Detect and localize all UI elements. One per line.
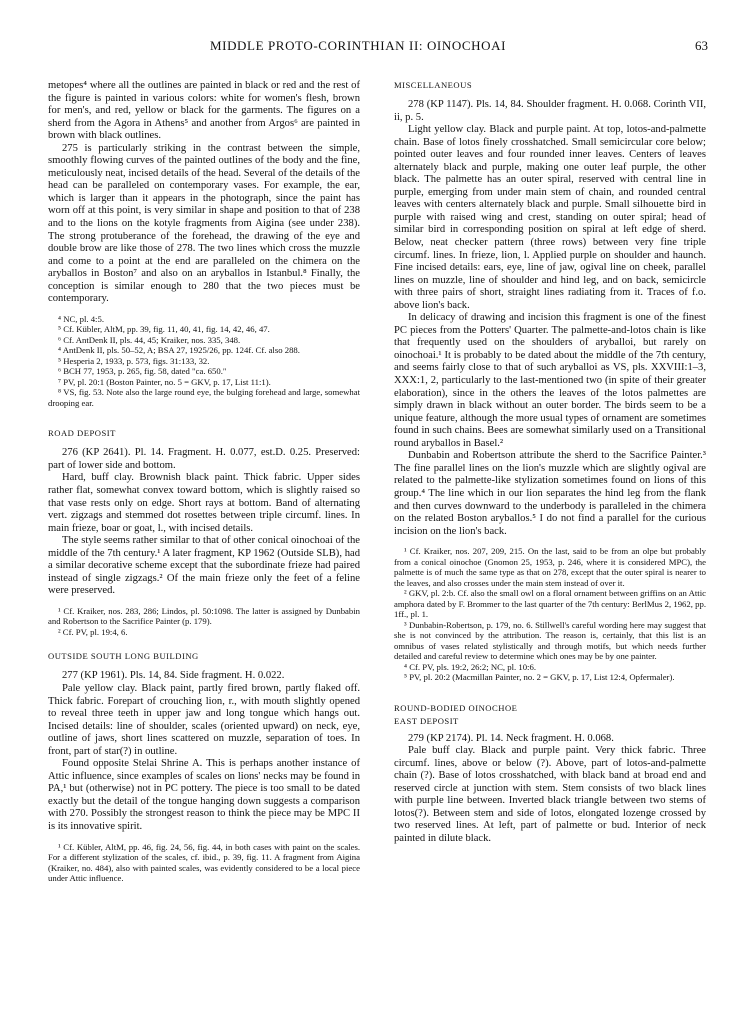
entry-277-discussion: Found opposite Stelai Shrine A. This is perhaps another instance of Attic influence, since examples of scales on lions' necks may be found in PA,¹ but (otherwise) not in PC pottery. The piece is too small to be dated exactly but the detail of the tongue hanging down suggests a comparison with 270. Possibly the strongest reason to think the piece may be MPC II is its innovative spirit.	[48, 758, 360, 832]
footnotes-276	[48, 606, 360, 638]
footnote: ⁸ VS, fig. 53. Note also the large round eye, the bulging forehead and large, somewhat drooping ear.	[48, 387, 360, 408]
entry-278-discussion: In delicacy of drawing and incision this fragment is one of the finest PC pieces from the Potters' Quarter. The palmette-and-lotos chain is like that frequently used on the shoulders of aryballoi, but rarely on oinochoai.¹ It is probably to be dated about the middle of the 7th century, and seems fairly close to that of such aryballoi as VS, pls. XXVIII:1–3, XXX:1, 2, particularly to the last-mentioned two (in spite of their greater elaboration), since in the others the leaves of the lotos palmettes are simply drawn in black without an outer border. The birds seem to be a unique feature, although the more usual types of ornament are sometimes found in such chains. Bees are somewhat similarly used on a Transitional round aryballos in Basel.²	[394, 312, 706, 449]
footnote: ⁴ Cf. PV, pls. 19:2, 26:2; NC, pl. 10:6.	[404, 661, 536, 672]
subheading-east-deposit: EAST DEPOSIT	[394, 715, 459, 726]
footnotes-278	[394, 546, 706, 683]
section-heading-round-bodied-oinochoe: ROUND-BODIED OINOCHOE	[394, 702, 518, 713]
footnote: ⁵ PV, pl. 20:2 (Macmillan Painter, no. 2 = GKV, p. 17, List 12:4, Opfermaler).	[404, 672, 675, 683]
footnotes-275	[48, 314, 360, 409]
footnote: ⁴ NC, pl. 4:5.	[58, 313, 104, 324]
footnotes-277	[48, 842, 360, 884]
entry-279-heading: 279 (KP 2174). Pl. 14. Neck fragment. H. 0.068.	[408, 732, 614, 744]
entry-277-heading: 277 (KP 1961). Pls. 14, 84. Side fragment. H. 0.022.	[62, 670, 285, 682]
footnote: ¹ Cf. Kraiker, nos. 207, 209, 215. On the last, said to be from an olpe but probably from a conical oinochoe (Gnomon 25, 1953, p. 246, where it is considered MPC), the palmette is of much the same type as that on 278, except that the outer spiral is nearer to the leaves, and also crosses under the main stem instead of over it.	[394, 546, 706, 588]
entry-278-heading: 278 (KP 1147). Pls. 14, 84. Shoulder fragment. H. 0.068. Corinth VII, ii, p. 5.	[394, 99, 706, 123]
entry-276-discussion: The style seems rather similar to that of other conical oinochoai of the middle of the 7th century.¹ A later fragment, KP 1962 (Outside SLB), had a similar decorative scheme except that the subordinate frieze had paired instead of single zigzags.² Of the main frieze only the feet of a feline were preserved.	[48, 535, 360, 597]
entry-277-description: Pale yellow clay. Black paint, partly fired brown, partly flaked off. Thick fabric. Forepart of crouching lion, r., with mouth slightly opened to reveal three teeth in upper jaw and long tongue which hangs out. Incised details: line of shoulder, scales (oriented upward) on neck, eye, outline of jaws, short lines scattered on muzzle, separation of toes. In front, part of star(?) in outline.	[48, 682, 360, 757]
footnote: ² Cf. PV, pl. 19:4, 6.	[58, 626, 128, 637]
footnote: ⁶ BCH 77, 1953, p. 265, fig. 58, dated "ca. 650."	[58, 366, 227, 377]
footnote: ¹ Cf. Kübler, AltM, pp. 46, fig. 24, 56, fig. 44, in both cases with paint on the scales. For a different stylization of the scales, cf. ibid., p. 39, fig. 11. A fragment from Aigina (Kraiker, no. 484), also with painted scales, was evidently considered to be a local piece under Attic influence.	[48, 841, 360, 884]
entry-278-description: Light yellow clay. Black and purple paint. At top, lotos-and-palmette chain. Base of lotos finely crosshatched. Small semicircular core below; pointed outer leaves and four rounded inner leaves. Centers of leaves alternately black and purple, making one outer leaf purple, the other black. The palmette has an outer spiral, reserved with central line in purple, emerging from under main stem of chain, and rounded central leaves with centers alternately black and purple. Small silhouette bird in purple with raised wing and crest, standing on outer spiral; head of similar bird in corresponding position on spiral at left edge of sherd. Below, neat checker pattern (three rows) between very fine triple circumf. lines. In frieze, lion, l. Applied purple on shoulder and haunch. Fine incised details: ears, eye, line of jaw, ogival line on cheek, parallel lines on muzzle, line of shoulder and hind leg, and on back, semicircle with three pairs of short, straight lines radiating from it. Traces of f.o. above lion's back.	[394, 124, 706, 311]
entry-276-heading: 276 (KP 2641). Pl. 14. Fragment. H. 0.077, est.D. 0.25. Preserved: part of lower side and bottom.	[48, 447, 360, 471]
footnote: ³ Dunbabin-Robertson, p. 179, no. 6. Stillwell's careful wording here may suggest that she is not convinced by the attribution. The reason is, certainly, that this list is an omnibus of vases related stylistically and through motifs, but which needs further detailed and careful review to determine which ones may be by one painter.	[394, 619, 706, 662]
right-column	[394, 80, 706, 846]
left-column	[48, 80, 360, 884]
section-heading-road-deposit: ROAD DEPOSIT	[48, 428, 116, 439]
footnote: ² GKV, pl. 2:b. Cf. also the small owl on a floral ornament between griffins on an Attic amphora dated by F. Brommer to the last quarter of the 7th century: BerlMus 2, 1962, pp. 1ff., pl. 1.	[394, 588, 706, 620]
footnote: ⁶ Cf. AntDenk II, pls. 44, 45; Kraiker, nos. 335, 348.	[58, 334, 241, 345]
page-number: 63	[695, 38, 708, 53]
page-header	[48, 38, 708, 58]
paragraph-275: 275 is particularly striking in the contrast between the simple, smoothly flowing curves of the painted outlines of the body and the fine, meticulously neat, incised details of the head. Several of the details of the head can be paralleled on contemporary vases. For example, the ear, which is larger than it appears in the photograph, since the paint has worn off at this point, is very similar in shape and position to that of 238 and to the lions on the kotyle fragments from Aigina (see under 238). The strong protuberance of the forehead, the drawing of the eye and double brow are like those of 278. The two lines which cross the muzzle and come to a point at the end are paralleled on the chimera on the aryballos in Boston⁷ and also on an aryballos in Istanbul.⁸ Finally, the conception is similar enough to 280 that the two pieces must be contemporary.	[48, 142, 360, 305]
paragraph: metopes⁴ where all the outlines are painted in black or red and the rest of the figure is painted in various colors: white for women's flesh, brown for men's, and red, yellow or black for the garments. The figures on a sherd from the Agora in Athens⁵ and another from Argos⁶ are painted in brown with black outlines.	[48, 80, 360, 142]
section-heading-miscellaneous: MISCELLANEOUS	[394, 80, 473, 90]
section-heading-outside-slb: OUTSIDE SOUTH LONG BUILDING	[48, 651, 199, 662]
footnote: ⁵ Hesperia 2, 1933, p. 573, figs. 31:133, 32.	[58, 355, 210, 366]
footnote: ¹ Cf. Kraiker, nos. 283, 286; Lindos, pl. 50:1098. The latter is assigned by Dunbabin and Robertson to the Sacrifice Painter (p. 179).	[48, 605, 360, 627]
entry-279-description: Pale buff clay. Black and purple paint. Very thick fabric. Three circumf. lines, above or below (?). Above, part of lotos-and-palmette chain (?). Base of lotos crosshatched, with black band at broad end and reserved circle at junction with stem. Stem consists of two black lines with purple line between. Inverted black triangle between two stems of lotos(?). Between stem and side of lotos, elongated lozenge crossed by two reserved lines. At left, part of palmette or bud. Interior of neck painted in dilute black.	[394, 745, 706, 845]
entry-278-attribution: Dunbabin and Robertson attribute the sherd to the Sacrifice Painter.³ The fine parallel lines on the lion's muzzle which are slightly ogival are related to the palmette-like stylization sometimes found on lions of this group.⁴ The line which in our lion separates the hind leg from the flank and then curves downward to the underbody is paralleled in the chimera on the related Boston aryballos.⁵ I do not find a parallel for the curious incision on the lion's back.	[394, 450, 706, 537]
running-title: MIDDLE PROTO-CORINTHIAN II: OINOCHOAI	[209, 38, 507, 53]
footnote: ⁴ AntDenk II, pls. 50–52, A; BSA 27, 1925/26, pp. 124f. Cf. also 288.	[58, 345, 300, 356]
footnote: ⁵ Cf. Kübler, AltM, pp. 39, fig. 11, 40, 41, fig. 14, 42, 46, 47.	[58, 324, 270, 335]
entry-276-description: Hard, buff clay. Brownish black paint. Thick fabric. Upper sides rather flat, somewhat convex toward bottom, which is slightly raised so that vase rests only on edge. Short rays at bottom. Band of alternating vert. zigzags and stemmed dot rosettes between triple circumf. lines. In main frieze, boar or goat, l., with incised details.	[48, 472, 360, 534]
footnote: ⁷ PV, pl. 20:1 (Boston Painter, no. 5 = GKV, p. 17, List 11:1).	[58, 376, 271, 387]
